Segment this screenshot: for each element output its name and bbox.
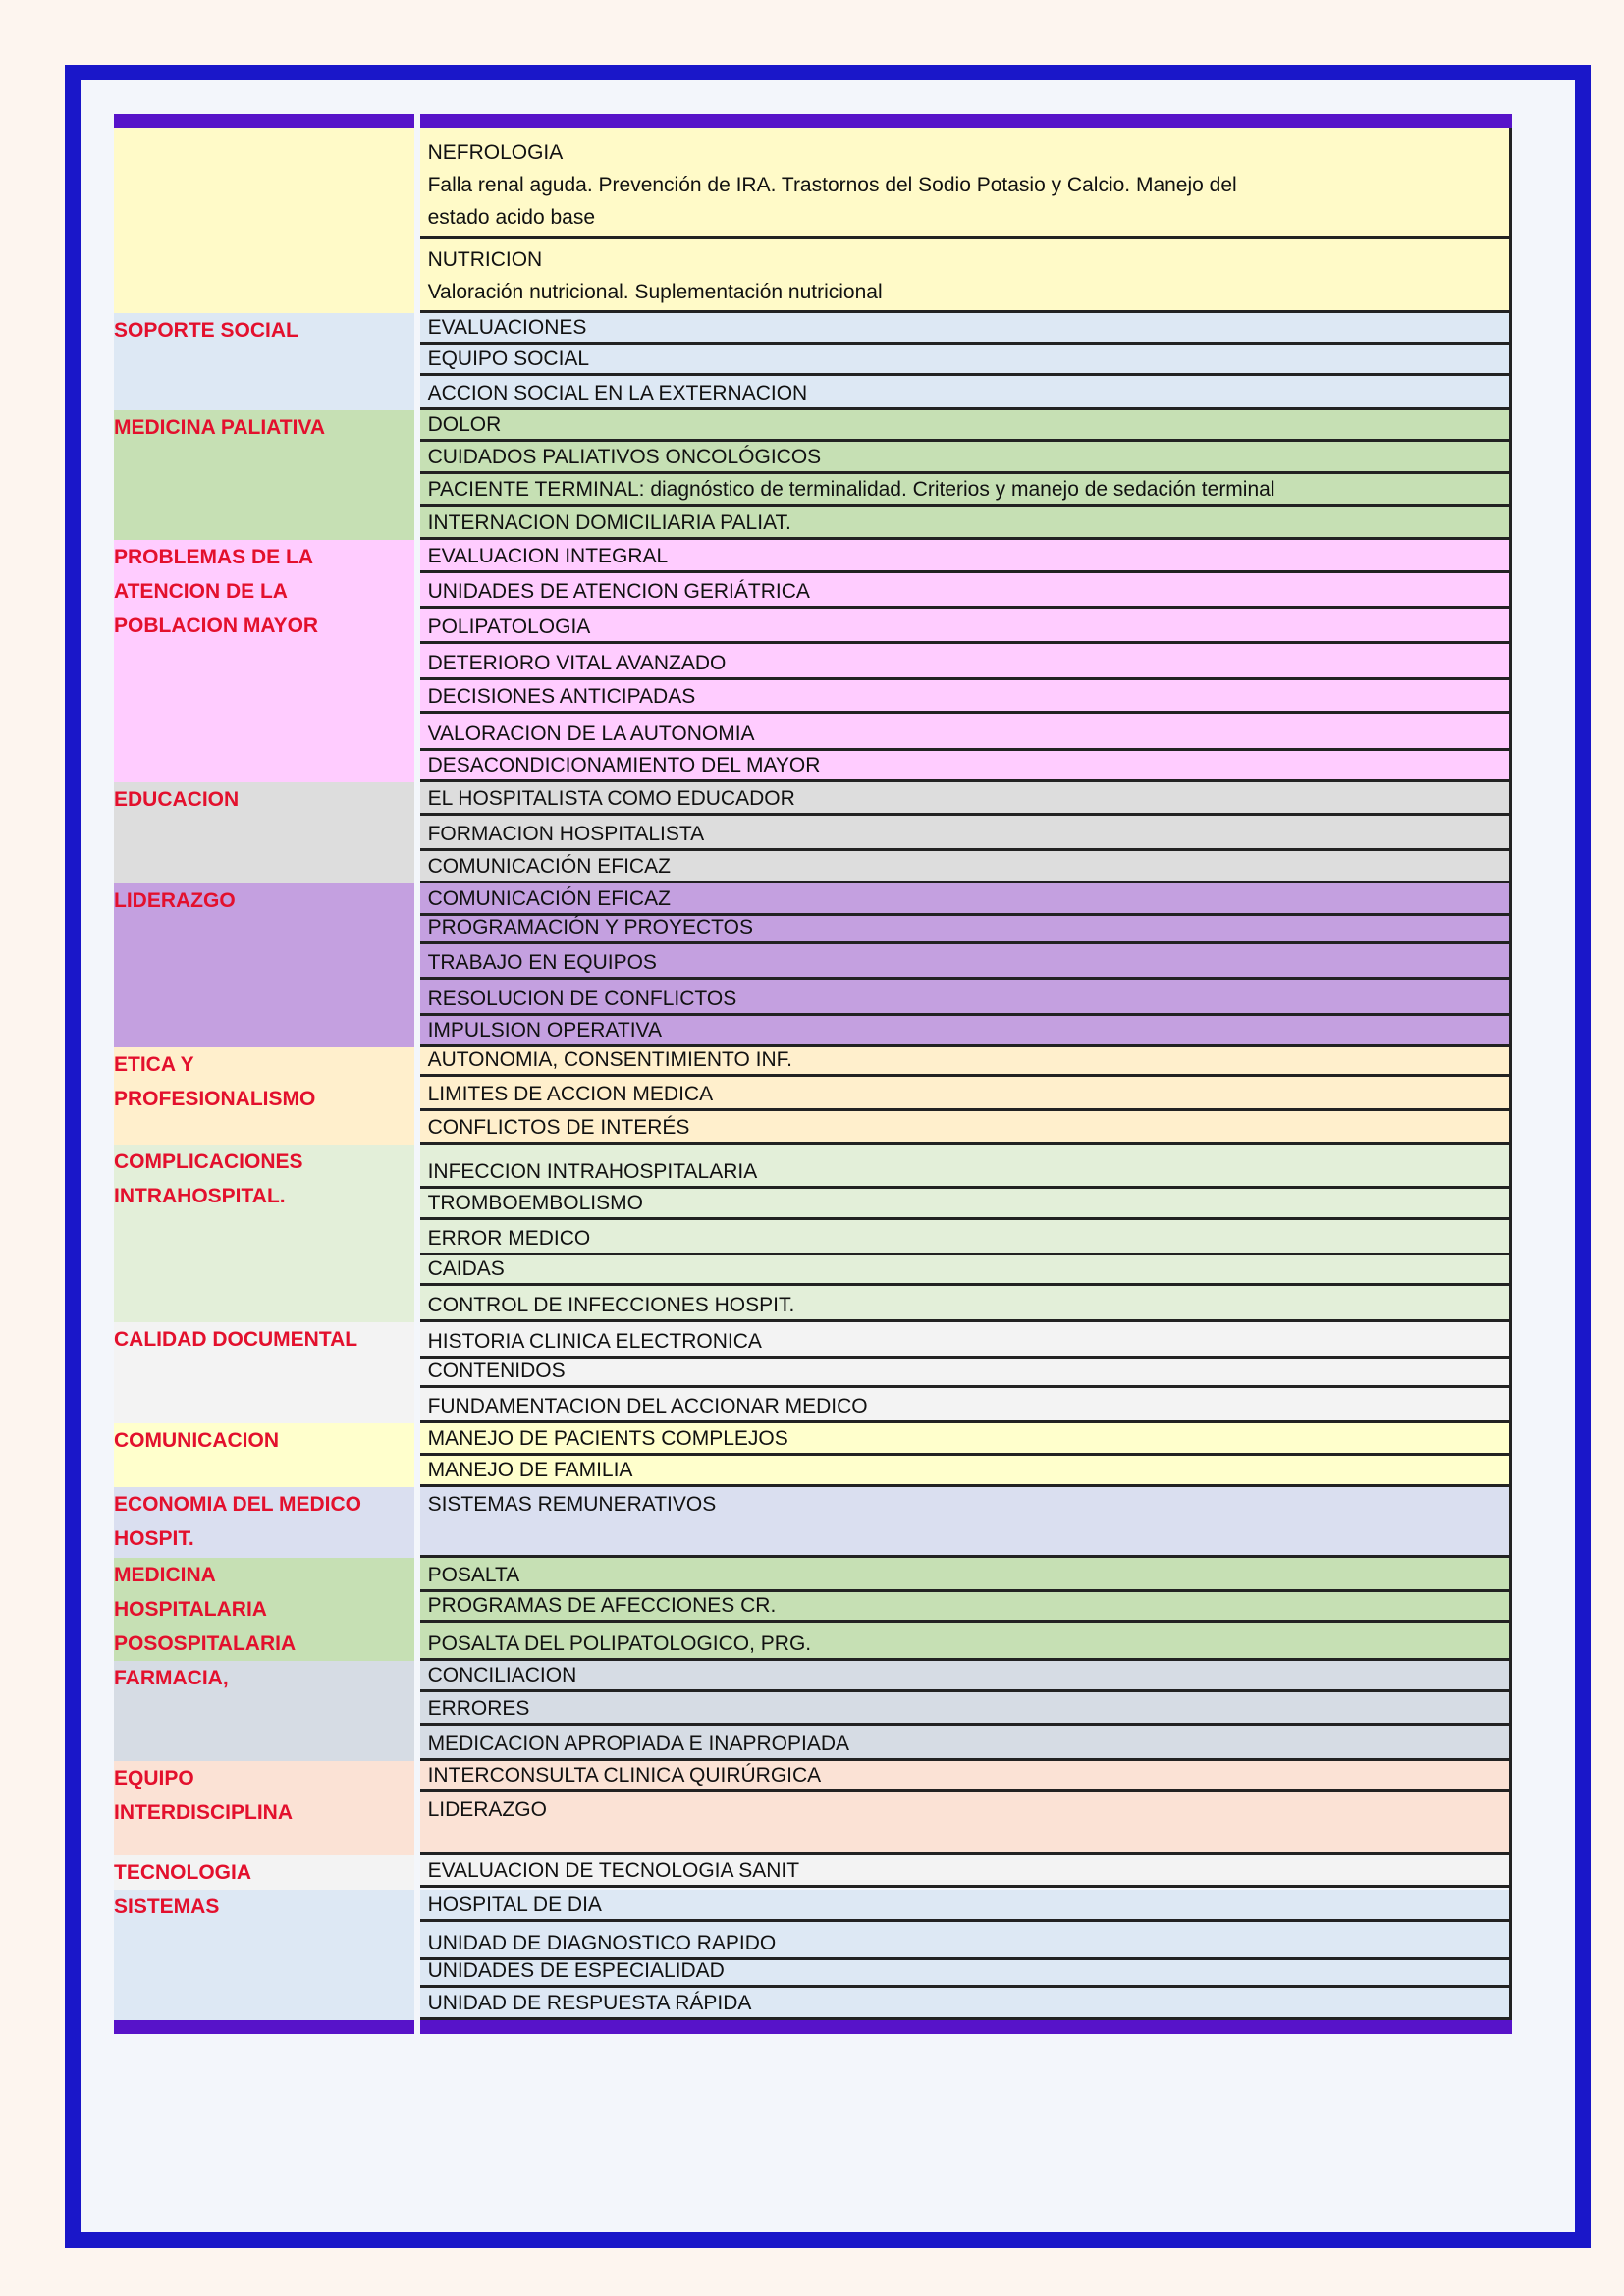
topic-row	[420, 376, 1509, 410]
topic-text: UNIDADES DE ESPECIALIDAD	[427, 1959, 725, 1982]
topic-list	[420, 1322, 1512, 1423]
category-label	[114, 1423, 414, 1487]
topic-row	[420, 1016, 1509, 1047]
topic-text: ACCION SOCIAL EN LA EXTERNACION	[427, 382, 808, 404]
topic-row	[420, 1359, 1509, 1388]
topic-list	[420, 410, 1512, 540]
topic-group	[114, 1761, 1512, 1855]
category-line: LIDERAZGO	[114, 889, 236, 912]
topic-text: Valoración nutricional. Suplementación nutricional	[427, 281, 883, 303]
topic-row	[420, 816, 1509, 851]
topic-text: LIMITES DE ACCION MEDICA	[427, 1083, 714, 1105]
topic-row	[420, 1322, 1509, 1359]
topic-text: SISTEMAS REMUNERATIVOS	[427, 1493, 717, 1516]
topic-text: CONTROL DE INFECCIONES HOSPIT.	[427, 1294, 795, 1316]
category-label	[114, 128, 414, 313]
category-label	[114, 1047, 414, 1145]
topic-row	[420, 345, 1509, 376]
topic-list	[420, 782, 1512, 883]
curriculum-table	[114, 114, 1512, 2034]
topic-list	[420, 540, 1512, 782]
topic-row	[420, 410, 1509, 442]
category-line: INTERDISCIPLINA	[114, 1801, 294, 1824]
category-line: POBLACION MAYOR	[114, 614, 319, 637]
topic-text: DETERIORO VITAL AVANZADO	[427, 652, 727, 674]
topic-list	[420, 128, 1512, 313]
category-line: TECNOLOGIA	[114, 1861, 251, 1884]
topic-text: FUNDAMENTACION DEL ACCIONAR MEDICO	[427, 1395, 868, 1417]
topic-row	[420, 1922, 1509, 1960]
topic-text: HISTORIA CLINICA ELECTRONICA	[427, 1330, 762, 1353]
topic-group	[114, 782, 1512, 883]
category-line: SISTEMAS	[114, 1896, 220, 1918]
topic-row	[420, 680, 1509, 714]
category-line: EDUCACION	[114, 788, 240, 811]
category-label	[114, 313, 414, 410]
topic-row	[420, 782, 1509, 816]
topic-group	[114, 883, 1512, 1047]
category-line: POSOSPITALARIA	[114, 1632, 297, 1655]
topic-text: HOSPITAL DE DIA	[427, 1894, 602, 1916]
topic-text: AUTONOMIA, CONSENTIMIENTO INF.	[427, 1048, 792, 1071]
topic-group	[114, 1661, 1512, 1761]
topic-row	[420, 474, 1509, 507]
category-label	[114, 1761, 414, 1855]
table-bottom-border	[114, 2020, 1512, 2034]
topic-group	[114, 128, 1512, 313]
topic-text: UNIDAD DE DIAGNOSTICO RAPIDO	[427, 1932, 777, 1954]
topic-text: ERROR MEDICO	[427, 1227, 591, 1250]
category-line: ATENCION DE LA	[114, 580, 288, 603]
topic-text: POSALTA	[427, 1564, 520, 1586]
topic-text: PACIENTE TERMINAL: diagnóstico de terminalidad. Criterios y manejo de sedación terminal	[427, 478, 1275, 501]
topic-list	[420, 1423, 1512, 1487]
topic-text: FORMACION HOSPITALISTA	[427, 823, 705, 845]
topic-text: UNIDAD DE RESPUESTA RÁPIDA	[427, 1992, 752, 2014]
topic-text: MANEJO DE PACIENTS COMPLEJOS	[427, 1427, 788, 1450]
topic-text: CAIDAS	[427, 1257, 505, 1280]
topic-row	[420, 1890, 1509, 1922]
topic-text: estado acido base	[427, 206, 596, 229]
topic-text: INTERCONSULTA CLINICA QUIRÚRGICA	[427, 1764, 822, 1787]
topic-text: IMPULSION OPERATIVA	[427, 1019, 662, 1041]
topic-row	[420, 1726, 1509, 1761]
topic-text: PROGRAMACIÓN Y PROYECTOS	[427, 916, 753, 938]
topic-text: TRABAJO EN EQUIPOS	[427, 951, 657, 974]
category-label	[114, 782, 414, 883]
topic-text: EVALUACIONES	[427, 316, 587, 339]
topic-text: NUTRICION	[427, 248, 543, 271]
topic-list	[420, 1661, 1512, 1761]
category-line: FARMACIA,	[114, 1667, 229, 1689]
topic-row	[420, 1487, 1509, 1558]
category-line: PROFESIONALISMO	[114, 1088, 316, 1110]
table-top-border	[114, 114, 1512, 128]
topic-row	[420, 128, 1509, 239]
topic-text: CONTENIDOS	[427, 1360, 566, 1382]
topic-text: VALORACION DE LA AUTONOMIA	[427, 722, 755, 745]
page-frame	[65, 65, 1591, 2248]
topic-row	[420, 442, 1509, 474]
topic-text: COMUNICACIÓN EFICAZ	[427, 855, 671, 878]
category-line: ETICA Y	[114, 1053, 194, 1076]
topic-row	[420, 751, 1509, 782]
topic-row	[420, 1623, 1509, 1661]
category-label	[114, 410, 414, 540]
topic-row	[420, 573, 1509, 609]
topic-text: CONFLICTOS DE INTERÉS	[427, 1116, 690, 1139]
topic-text: CONCILIACION	[427, 1664, 577, 1686]
topic-row	[420, 1255, 1509, 1286]
topic-row	[420, 1220, 1509, 1255]
topic-text: POLIPATOLOGIA	[427, 615, 591, 638]
topic-group	[114, 1890, 1512, 2020]
topic-group	[114, 410, 1512, 540]
topic-text: EQUIPO SOCIAL	[427, 347, 590, 370]
topic-row	[420, 313, 1509, 345]
topic-list	[420, 1145, 1512, 1322]
topic-row	[420, 1286, 1509, 1322]
topic-row	[420, 1592, 1509, 1623]
category-label	[114, 883, 414, 1047]
category-label	[114, 540, 414, 782]
topic-text: INFECCION INTRAHOSPITALARIA	[427, 1160, 758, 1183]
topic-row	[420, 609, 1509, 644]
category-line: HOSPIT.	[114, 1527, 194, 1550]
topic-row	[420, 507, 1509, 540]
category-line: ECONOMIA DEL MEDICO	[114, 1493, 362, 1516]
topic-row	[420, 714, 1509, 751]
category-line: SOPORTE SOCIAL	[114, 319, 298, 342]
topic-row	[420, 644, 1509, 680]
topic-group	[114, 1423, 1512, 1487]
topic-group	[114, 313, 1512, 410]
topic-row	[420, 1423, 1509, 1456]
topic-row	[420, 980, 1509, 1016]
topic-text: CUIDADOS PALIATIVOS ONCOLÓGICOS	[427, 446, 822, 468]
topic-text: EL HOSPITALISTA COMO EDUCADOR	[427, 787, 795, 810]
topic-list	[420, 313, 1512, 410]
topic-row	[420, 1661, 1509, 1692]
category-line: PROBLEMAS DE LA	[114, 546, 314, 568]
topic-row	[420, 1558, 1509, 1592]
topic-row	[420, 1988, 1509, 2020]
topic-text: RESOLUCION DE CONFLICTOS	[427, 988, 737, 1010]
category-line: MEDICINA PALIATIVA	[114, 416, 326, 439]
category-line: INTRAHOSPITAL.	[114, 1185, 286, 1207]
topic-text: COMUNICACIÓN EFICAZ	[427, 887, 671, 910]
topic-row	[420, 1692, 1509, 1726]
category-line: EQUIPO	[114, 1767, 194, 1789]
topic-row	[420, 540, 1509, 573]
topic-group	[114, 1322, 1512, 1423]
category-line: CALIDAD DOCUMENTAL	[114, 1328, 358, 1351]
topic-text: MEDICACION APROPIADA E INAPROPIADA	[427, 1733, 849, 1755]
topic-row	[420, 1189, 1509, 1220]
topic-text: TROMBOEMBOLISMO	[427, 1192, 643, 1214]
topic-text: NEFROLOGIA	[427, 141, 564, 164]
topic-list	[420, 1855, 1512, 1890]
topic-group	[114, 1487, 1512, 1558]
topic-row	[420, 851, 1509, 883]
topic-row	[420, 883, 1509, 916]
topic-row	[420, 1145, 1509, 1189]
topic-text: DECISIONES ANTICIPADAS	[427, 685, 696, 708]
topic-row	[420, 1960, 1509, 1988]
topic-row	[420, 916, 1509, 944]
category-label	[114, 1661, 414, 1761]
topic-row	[420, 1047, 1509, 1077]
topic-row	[420, 1855, 1509, 1888]
topic-group	[114, 1047, 1512, 1145]
topic-group	[114, 1855, 1512, 1890]
topic-row	[420, 1077, 1509, 1111]
topic-row	[420, 1761, 1509, 1792]
topic-text: DOLOR	[427, 413, 502, 436]
category-label	[114, 1890, 414, 2020]
topic-row	[420, 239, 1509, 313]
topic-text: MANEJO DE FAMILIA	[427, 1459, 633, 1481]
topic-row	[420, 1792, 1509, 1855]
topic-text: INTERNACION DOMICILIARIA PALIAT.	[427, 511, 791, 534]
topic-text: DESACONDICIONAMIENTO DEL MAYOR	[427, 754, 821, 776]
category-label	[114, 1558, 414, 1661]
topic-list	[420, 1890, 1512, 2020]
topic-row	[420, 944, 1509, 980]
topic-list	[420, 883, 1512, 1047]
category-line: COMUNICACION	[114, 1429, 279, 1452]
topic-row	[420, 1388, 1509, 1423]
topic-text: POSALTA DEL POLIPATOLOGICO, PRG.	[427, 1632, 812, 1655]
topic-text: EVALUACION INTEGRAL	[427, 545, 669, 567]
category-label	[114, 1855, 414, 1890]
category-label	[114, 1487, 414, 1558]
category-label	[114, 1145, 414, 1322]
topic-group	[114, 1145, 1512, 1322]
topic-list	[420, 1047, 1512, 1145]
topic-list	[420, 1761, 1512, 1855]
topic-text: Falla renal aguda. Prevención de IRA. Trastornos del Sodio Potasio y Calcio. Manejo del	[427, 174, 1237, 196]
topic-row	[420, 1111, 1509, 1145]
topic-group	[114, 1558, 1512, 1661]
category-line: HOSPITALARIA	[114, 1598, 267, 1621]
category-label	[114, 1322, 414, 1423]
topic-row	[420, 1456, 1509, 1487]
topic-text: PROGRAMAS DE AFECCIONES CR.	[427, 1594, 777, 1617]
category-line: COMPLICACIONES	[114, 1150, 303, 1173]
topic-text: EVALUACION DE TECNOLOGIA SANIT	[427, 1859, 800, 1882]
topic-group	[114, 540, 1512, 782]
topic-text: UNIDADES DE ATENCION GERIÁTRICA	[427, 580, 810, 603]
topic-list	[420, 1558, 1512, 1661]
topic-list	[420, 1487, 1512, 1558]
category-line: MEDICINA	[114, 1564, 216, 1586]
topic-text: LIDERAZGO	[427, 1798, 547, 1821]
table-body	[114, 128, 1512, 2020]
topic-text: ERRORES	[427, 1697, 530, 1720]
